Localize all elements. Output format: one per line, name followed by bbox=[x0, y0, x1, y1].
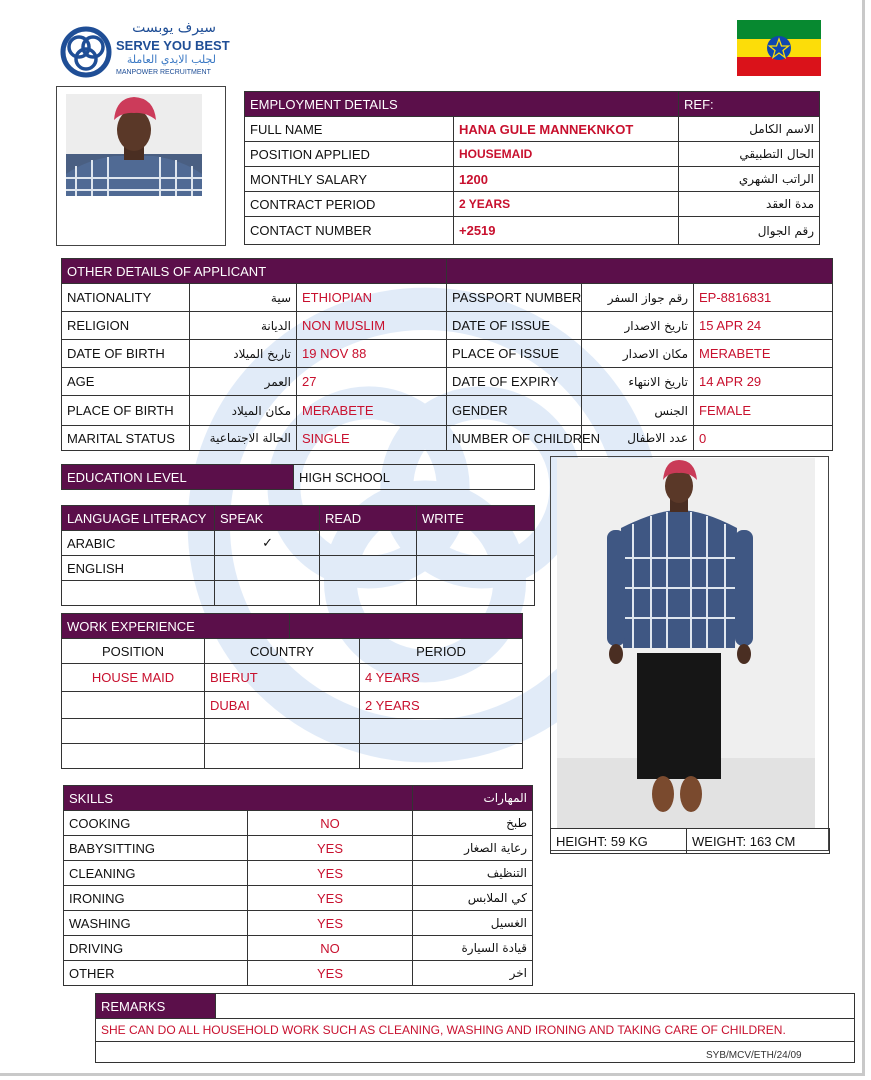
language-col-header: READ bbox=[320, 506, 417, 531]
language-name: ENGLISH bbox=[62, 556, 215, 581]
other-row bbox=[62, 426, 833, 451]
language-read bbox=[320, 556, 417, 581]
work-columns-row bbox=[62, 639, 523, 664]
skill-row bbox=[64, 911, 533, 936]
other-row bbox=[62, 312, 833, 340]
detail-label: AGE bbox=[62, 368, 190, 396]
education-label: EDUCATION LEVEL bbox=[62, 465, 294, 490]
detail-label: PLACE OF BIRTH bbox=[62, 396, 190, 426]
employment-row bbox=[245, 117, 820, 142]
ref-label: REF: bbox=[679, 92, 820, 117]
detail-value: 14 APR 29 bbox=[694, 368, 833, 396]
work-row bbox=[62, 744, 523, 769]
document-reference: SYB/MCV/ETH/24/09 bbox=[706, 1050, 802, 1061]
work-row bbox=[62, 692, 523, 719]
employment-row bbox=[245, 217, 820, 245]
company-logo bbox=[60, 20, 230, 84]
skills-header: SKILLS bbox=[64, 786, 413, 811]
employment-value: HANA GULE MANNEKNKOT bbox=[454, 117, 679, 142]
language-read bbox=[320, 581, 417, 606]
detail-value: ETHIOPIAN bbox=[297, 284, 447, 312]
detail-arabic-label: تاريخ الاصدار bbox=[582, 312, 694, 340]
work-experience-table bbox=[61, 613, 523, 769]
employment-label: CONTACT NUMBER bbox=[245, 217, 454, 245]
work-experience-header-blank bbox=[290, 614, 523, 639]
detail-label: DATE OF ISSUE bbox=[447, 312, 582, 340]
skill-arabic: رعاية الصغار bbox=[413, 836, 533, 861]
work-header-row bbox=[62, 614, 523, 639]
detail-value: MERABETE bbox=[297, 396, 447, 426]
remarks-text: SHE CAN DO ALL HOUSEHOLD WORK SUCH AS CLEANING, WASHING AND IRONING AND TAKING CARE OF CHILDREN. bbox=[96, 1019, 855, 1042]
employment-row bbox=[245, 142, 820, 167]
language-col-header: LANGUAGE LITERACY bbox=[62, 506, 215, 531]
work-period bbox=[360, 719, 523, 744]
remarks-header: REMARKS bbox=[96, 994, 216, 1019]
skill-name: IRONING bbox=[64, 886, 248, 911]
remarks-header-row bbox=[96, 994, 855, 1019]
other-row bbox=[62, 340, 833, 368]
skill-arabic: التنظيف bbox=[413, 861, 533, 886]
employment-arabic-label: الراتب الشهري bbox=[679, 167, 820, 192]
skills-header-arabic: المهارات bbox=[413, 786, 533, 811]
other-details-header-blank bbox=[447, 259, 833, 284]
language-col-header: SPEAK bbox=[215, 506, 320, 531]
skill-name: COOKING bbox=[64, 811, 248, 836]
employment-label: FULL NAME bbox=[245, 117, 454, 142]
skill-row bbox=[64, 961, 533, 986]
work-col-header: PERIOD bbox=[360, 639, 523, 664]
work-period: 4 YEARS bbox=[360, 664, 523, 692]
employment-label: MONTHLY SALARY bbox=[245, 167, 454, 192]
language-table bbox=[61, 505, 535, 606]
skill-value: YES bbox=[248, 911, 413, 936]
detail-value: EP-8816831 bbox=[694, 284, 833, 312]
skill-arabic: طبخ bbox=[413, 811, 533, 836]
detail-value: FEMALE bbox=[694, 396, 833, 426]
detail-arabic-label: تاريخ الميلاد bbox=[190, 340, 297, 368]
skill-arabic: اخر bbox=[413, 961, 533, 986]
skill-arabic: الغسيل bbox=[413, 911, 533, 936]
education-table bbox=[61, 464, 535, 490]
employment-row bbox=[245, 192, 820, 217]
employment-row bbox=[245, 167, 820, 192]
employment-value: +2519 bbox=[454, 217, 679, 245]
employment-label: POSITION APPLIED bbox=[245, 142, 454, 167]
employment-arabic-label: الحال التطبيقي bbox=[679, 142, 820, 167]
work-experience-header: WORK EXPERIENCE bbox=[62, 614, 290, 639]
detail-label: RELIGION bbox=[62, 312, 190, 340]
employment-header-row bbox=[245, 92, 820, 117]
language-name bbox=[62, 581, 215, 606]
detail-label: GENDER bbox=[447, 396, 582, 426]
employment-value: 1200 bbox=[454, 167, 679, 192]
work-country bbox=[205, 719, 360, 744]
detail-arabic-label: مكان الميلاد bbox=[190, 396, 297, 426]
logo-knot-icon bbox=[60, 22, 112, 82]
employment-value: HOUSEMAID bbox=[454, 142, 679, 167]
skill-value: YES bbox=[248, 886, 413, 911]
work-period bbox=[360, 744, 523, 769]
detail-arabic-label: تاريخ الانتهاء bbox=[582, 368, 694, 396]
work-country: DUBAI bbox=[205, 692, 360, 719]
skill-arabic: قيادة السيارة bbox=[413, 936, 533, 961]
detail-label: PASSPORT NUMBER bbox=[447, 284, 582, 312]
skill-name: BABYSITTING bbox=[64, 836, 248, 861]
language-header-row bbox=[62, 506, 535, 531]
remarks-text-row bbox=[96, 1019, 855, 1042]
language-write bbox=[417, 531, 535, 556]
detail-value: 19 NOV 88 bbox=[297, 340, 447, 368]
employment-details-header: EMPLOYMENT DETAILS bbox=[245, 92, 679, 117]
skills-header-row bbox=[64, 786, 533, 811]
skill-name: DRIVING bbox=[64, 936, 248, 961]
skill-value: NO bbox=[248, 811, 413, 836]
ethiopia-flag-icon bbox=[737, 20, 821, 76]
work-position bbox=[62, 719, 205, 744]
work-position: HOUSE MAID bbox=[62, 664, 205, 692]
logo-arabic-tagline: لجلب الايدي العاملة bbox=[126, 53, 216, 66]
skill-value: YES bbox=[248, 961, 413, 986]
employment-arabic-label: مدة العقد bbox=[679, 192, 820, 217]
logo-tagline: MANPOWER RECRUITMENT bbox=[116, 69, 211, 76]
work-country: BIERUT bbox=[205, 664, 360, 692]
other-details-header-row bbox=[62, 259, 833, 284]
detail-arabic-label: مكان الاصدار bbox=[582, 340, 694, 368]
detail-arabic-label: العمر bbox=[190, 368, 297, 396]
skill-name: CLEANING bbox=[64, 861, 248, 886]
detail-label: NATIONALITY bbox=[62, 284, 190, 312]
detail-arabic-label: الديانة bbox=[190, 312, 297, 340]
language-write bbox=[417, 581, 535, 606]
language-speak bbox=[215, 581, 320, 606]
detail-value: NON MUSLIM bbox=[297, 312, 447, 340]
work-period: 2 YEARS bbox=[360, 692, 523, 719]
employment-arabic-label: الاسم الكامل bbox=[679, 117, 820, 142]
language-row bbox=[62, 531, 535, 556]
work-position bbox=[62, 692, 205, 719]
other-row bbox=[62, 284, 833, 312]
detail-label: DATE OF EXPIRY bbox=[447, 368, 582, 396]
detail-arabic-label: رقم جواز السفر bbox=[582, 284, 694, 312]
language-speak bbox=[215, 556, 320, 581]
detail-label: PLACE OF ISSUE bbox=[447, 340, 582, 368]
language-write bbox=[417, 556, 535, 581]
detail-arabic-label: عدد الاطفال bbox=[582, 426, 694, 451]
skill-row bbox=[64, 811, 533, 836]
work-row bbox=[62, 719, 523, 744]
work-country bbox=[205, 744, 360, 769]
education-value: HIGH SCHOOL bbox=[294, 465, 535, 490]
skill-row bbox=[64, 886, 533, 911]
skill-value: NO bbox=[248, 936, 413, 961]
detail-value: 0 bbox=[694, 426, 833, 451]
remarks-header-blank bbox=[216, 994, 855, 1019]
check-icon: ✓ bbox=[215, 531, 320, 556]
other-details-table bbox=[61, 258, 833, 451]
portrait-photo bbox=[66, 94, 202, 196]
language-read bbox=[320, 531, 417, 556]
detail-label: DATE OF BIRTH bbox=[62, 340, 190, 368]
language-row bbox=[62, 581, 535, 606]
other-row bbox=[62, 368, 833, 396]
full-body-photo bbox=[557, 458, 815, 828]
logo-english-name: SERVE YOU BEST bbox=[116, 38, 230, 53]
skill-value: YES bbox=[248, 836, 413, 861]
skill-name: OTHER bbox=[64, 961, 248, 986]
skills-table bbox=[63, 785, 533, 986]
work-col-header: POSITION bbox=[62, 639, 205, 664]
height-value: HEIGHT: 59 KG bbox=[551, 829, 687, 854]
skill-arabic: كي الملابس bbox=[413, 886, 533, 911]
skill-name: WASHING bbox=[64, 911, 248, 936]
detail-value: 27 bbox=[297, 368, 447, 396]
other-details-header: OTHER DETAILS OF APPLICANT bbox=[62, 259, 447, 284]
employment-details-table bbox=[244, 91, 820, 245]
other-row bbox=[62, 396, 833, 426]
weight-value: WEIGHT: 163 CM bbox=[687, 829, 830, 854]
work-col-header: COUNTRY bbox=[205, 639, 360, 664]
detail-arabic-label: سية bbox=[190, 284, 297, 312]
detail-value: 15 APR 24 bbox=[694, 312, 833, 340]
skill-row bbox=[64, 861, 533, 886]
language-row bbox=[62, 556, 535, 581]
skill-row bbox=[64, 936, 533, 961]
detail-value: MERABETE bbox=[694, 340, 833, 368]
measurements-table bbox=[550, 828, 830, 854]
detail-arabic-label: الحالة الاجتماعية bbox=[190, 426, 297, 451]
logo-arabic-name: سيرف يوبست bbox=[132, 20, 216, 36]
skill-row bbox=[64, 836, 533, 861]
skill-value: YES bbox=[248, 861, 413, 886]
employment-value: 2 YEARS bbox=[454, 192, 679, 217]
employment-label: CONTRACT PERIOD bbox=[245, 192, 454, 217]
detail-label: MARITAL STATUS bbox=[62, 426, 190, 451]
employment-arabic-label: رقم الجوال bbox=[679, 217, 820, 245]
work-row bbox=[62, 664, 523, 692]
detail-value: SINGLE bbox=[297, 426, 447, 451]
language-col-header: WRITE bbox=[417, 506, 535, 531]
detail-arabic-label: الجنس bbox=[582, 396, 694, 426]
work-position bbox=[62, 744, 205, 769]
language-name: ARABIC bbox=[62, 531, 215, 556]
detail-label: NUMBER OF CHILDREN bbox=[447, 426, 582, 451]
